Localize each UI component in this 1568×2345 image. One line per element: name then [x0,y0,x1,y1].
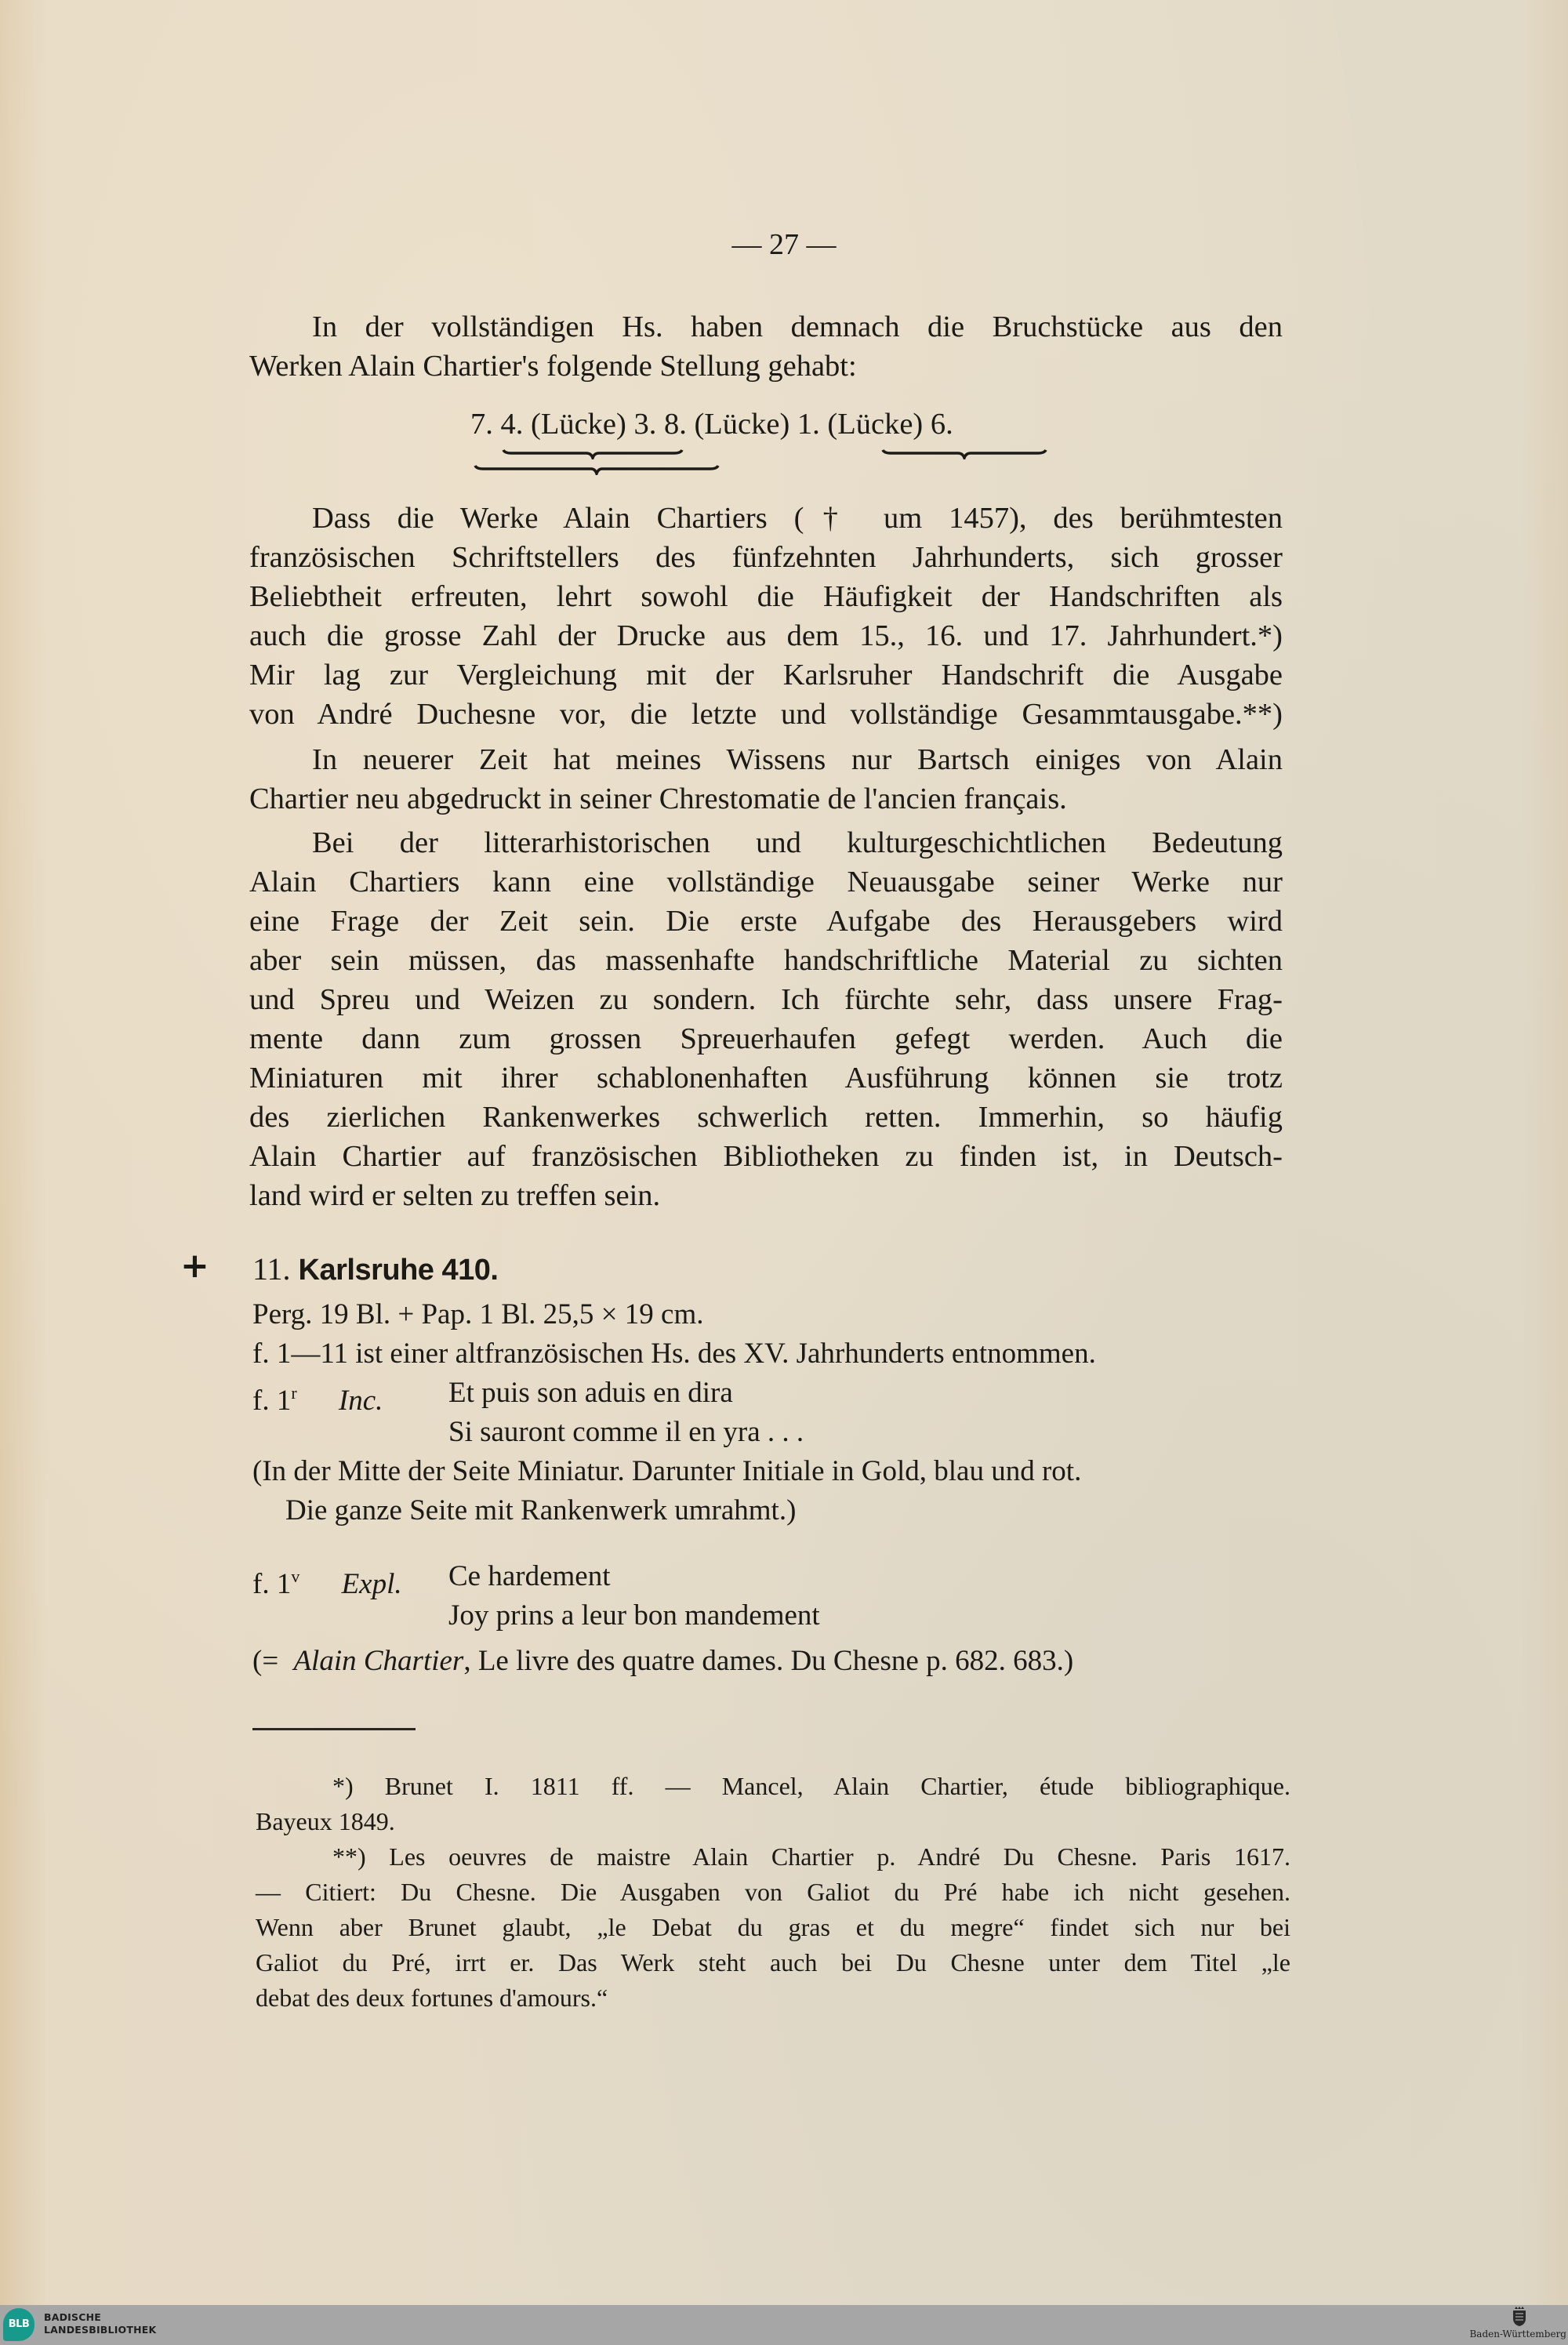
entry-origin: f. 1—11 ist einer altfranzösischen Hs. des XV. Jahrhunderts entnommen. [252,1338,1096,1370]
identification-prefix: (= [252,1645,279,1677]
text-line: des zierlichen Rankenwerkes schwerlich retten. Immerhin, so häufig [249,1101,1283,1134]
footnote-line: — Citiert: Du Chesne. Die Ausgaben von Galiot du Pré habe ich nicht gesehen. [256,1878,1290,1906]
plus-marker-icon: + [180,1246,209,1286]
fragment-sequence: 7. 4. (Lücke) 3. 8. (Lücke) 1. (Lücke) 6. [470,408,953,441]
explicit-folio-side: v [291,1566,300,1586]
footnote-line: *) Brunet I. 1811 ff. — Mancel, Alain Chartier, étude bibliographique. [332,1772,1290,1800]
paragraph-popularity [249,499,1283,734]
footnote-line: Wenn aber Brunet glaubt, „le Debat du gras et du megre“ findet sich nur bei [256,1913,1290,1941]
text-line: mente dann zum grossen Spreuerhaufen gefegt werden. Auch die [249,1022,1283,1055]
footnote-line: Galiot du Pré, irrt er. Das Werk steht auch bei Du Chesne unter dem Titel „le [256,1948,1290,1977]
incipit-verse-1: Et puis son aduis en dira [448,1377,733,1409]
intro-paragraph [249,307,1283,386]
brace-7-3 [474,464,720,475]
entry-heading [252,1250,498,1290]
entry-description: Perg. 19 Bl. + Pap. 1 Bl. 25,5 × 19 cm. [252,1298,704,1330]
entry-number: 11. [252,1251,291,1287]
text-line: land wird er selten zu treffen sein. [249,1179,661,1212]
coat-of-arms-icon [1512,2307,1527,2327]
text-line: In der vollständigen Hs. haben demnach die Bruchstücke aus den [312,310,1283,343]
blb-logo-icon[interactable]: BLB [3,2308,34,2341]
text-line: Mir lag zur Vergleichung mit der Karlsruher Handschrift die Ausgabe [249,659,1283,692]
footnote-line: **) Les oeuvres de maistre Alain Chartier p. André Du Chesne. Paris 1617. [332,1842,1290,1871]
footnote-line: debat des deux fortunes d'amours.“ [256,1984,608,2012]
text-line: aber sein müssen, das massenhafte handschriftliche Material zu sichten [249,944,1283,977]
text-line: Miniaturen mit ihrer schablonenhaften Ausführung können sie trotz [249,1062,1283,1094]
paragraph-edition [249,823,1283,1215]
paragraph-bartsch [249,740,1283,819]
miniature-note-line-1: (In der Mitte der Seite Miniatur. Darunter Initiale in Gold, blau und rot. [252,1455,1082,1487]
identification-line [252,1642,1073,1681]
blb-name-line-2: LANDESBIBLIOTHEK [44,2324,157,2336]
identification-author: Alain Chartier [293,1645,464,1677]
incipit-line [252,1374,383,1421]
text-line: Werken Alain Chartier's folgende Stellung gehabt: [249,350,857,383]
text-line: In neuerer Zeit hat meines Wissens nur Bartsch einiges von Alain [312,743,1283,776]
incipit-folio: f. 1 [252,1385,292,1417]
text-line: Alain Chartiers kann eine vollständige Neuausgabe seiner Werke nur [249,866,1283,898]
identification-rest: , Le livre des quatre dames. Du Chesne p. 682. 683.) [463,1645,1074,1677]
text-line: Beliebtheit erfreuten, lehrt sowohl die Häufigkeit der Handschriften als [249,580,1283,613]
incipit-label: Inc. [338,1385,383,1417]
page-number: — 27 — [731,228,837,261]
text-line: eine Frage der Zeit sein. Die erste Aufgabe des Herausgebers wird [249,905,1283,938]
explicit-label: Expl. [341,1568,402,1600]
footnote-rule [252,1728,416,1730]
footnote-1 [256,1769,1290,1839]
explicit-folio: f. 1 [252,1568,292,1600]
viewer-footer-bar [0,2305,1568,2345]
text-line: und Spreu und Weizen zu sondern. Ich fürchte sehr, dass unsere Frag- [249,983,1283,1016]
explicit-verse-2: Joy prins a leur bon mandement [448,1599,820,1632]
baden-wuerttemberg-label: Baden-Württemberg [1469,2329,1566,2340]
explicit-verse-1: Ce hardement [448,1560,611,1592]
miniature-note-line-2: Die ganze Seite mit Rankenwerk umrahmt.) [285,1494,797,1526]
brace-1-6 [881,448,1047,459]
footnote-2 [256,1839,1290,2016]
text-line: Bei der litterarhistorischen und kulturgeschichtlichen Bedeutung [312,826,1283,859]
footnote-line: Bayeux 1849. [256,1807,395,1835]
brace-4-3 [502,448,684,459]
incipit-folio-side: r [291,1383,297,1403]
text-line: Chartier neu abgedruckt in seiner Chrestomatie de l'ancien français. [249,782,1067,815]
text-line: von André Duchesne vor, die letzte und vollständige Gesammtausgabe.**) [249,698,1283,731]
text-line: auch die grosse Zahl der Drucke aus dem 15., 16. und 17. Jahrhundert.*) [249,619,1283,652]
blb-name-line-1: BADISCHE [44,2311,102,2323]
text-line: Alain Chartier auf französischen Bibliotheken zu finden ist, in Deutsch- [249,1140,1283,1173]
text-line: französischen Schriftstellers des fünfzehnten Jahrhunderts, sich grosser [249,541,1283,574]
incipit-verse-2: Si sauront comme il en yra . . . [448,1416,804,1448]
blb-library-name[interactable] [44,2311,156,2336]
explicit-line [252,1557,402,1604]
entry-title: Karlsruhe 410. [298,1254,499,1287]
text-line: Dass die Werke Alain Chartiers († um 1457), des berühmtesten [312,502,1283,535]
